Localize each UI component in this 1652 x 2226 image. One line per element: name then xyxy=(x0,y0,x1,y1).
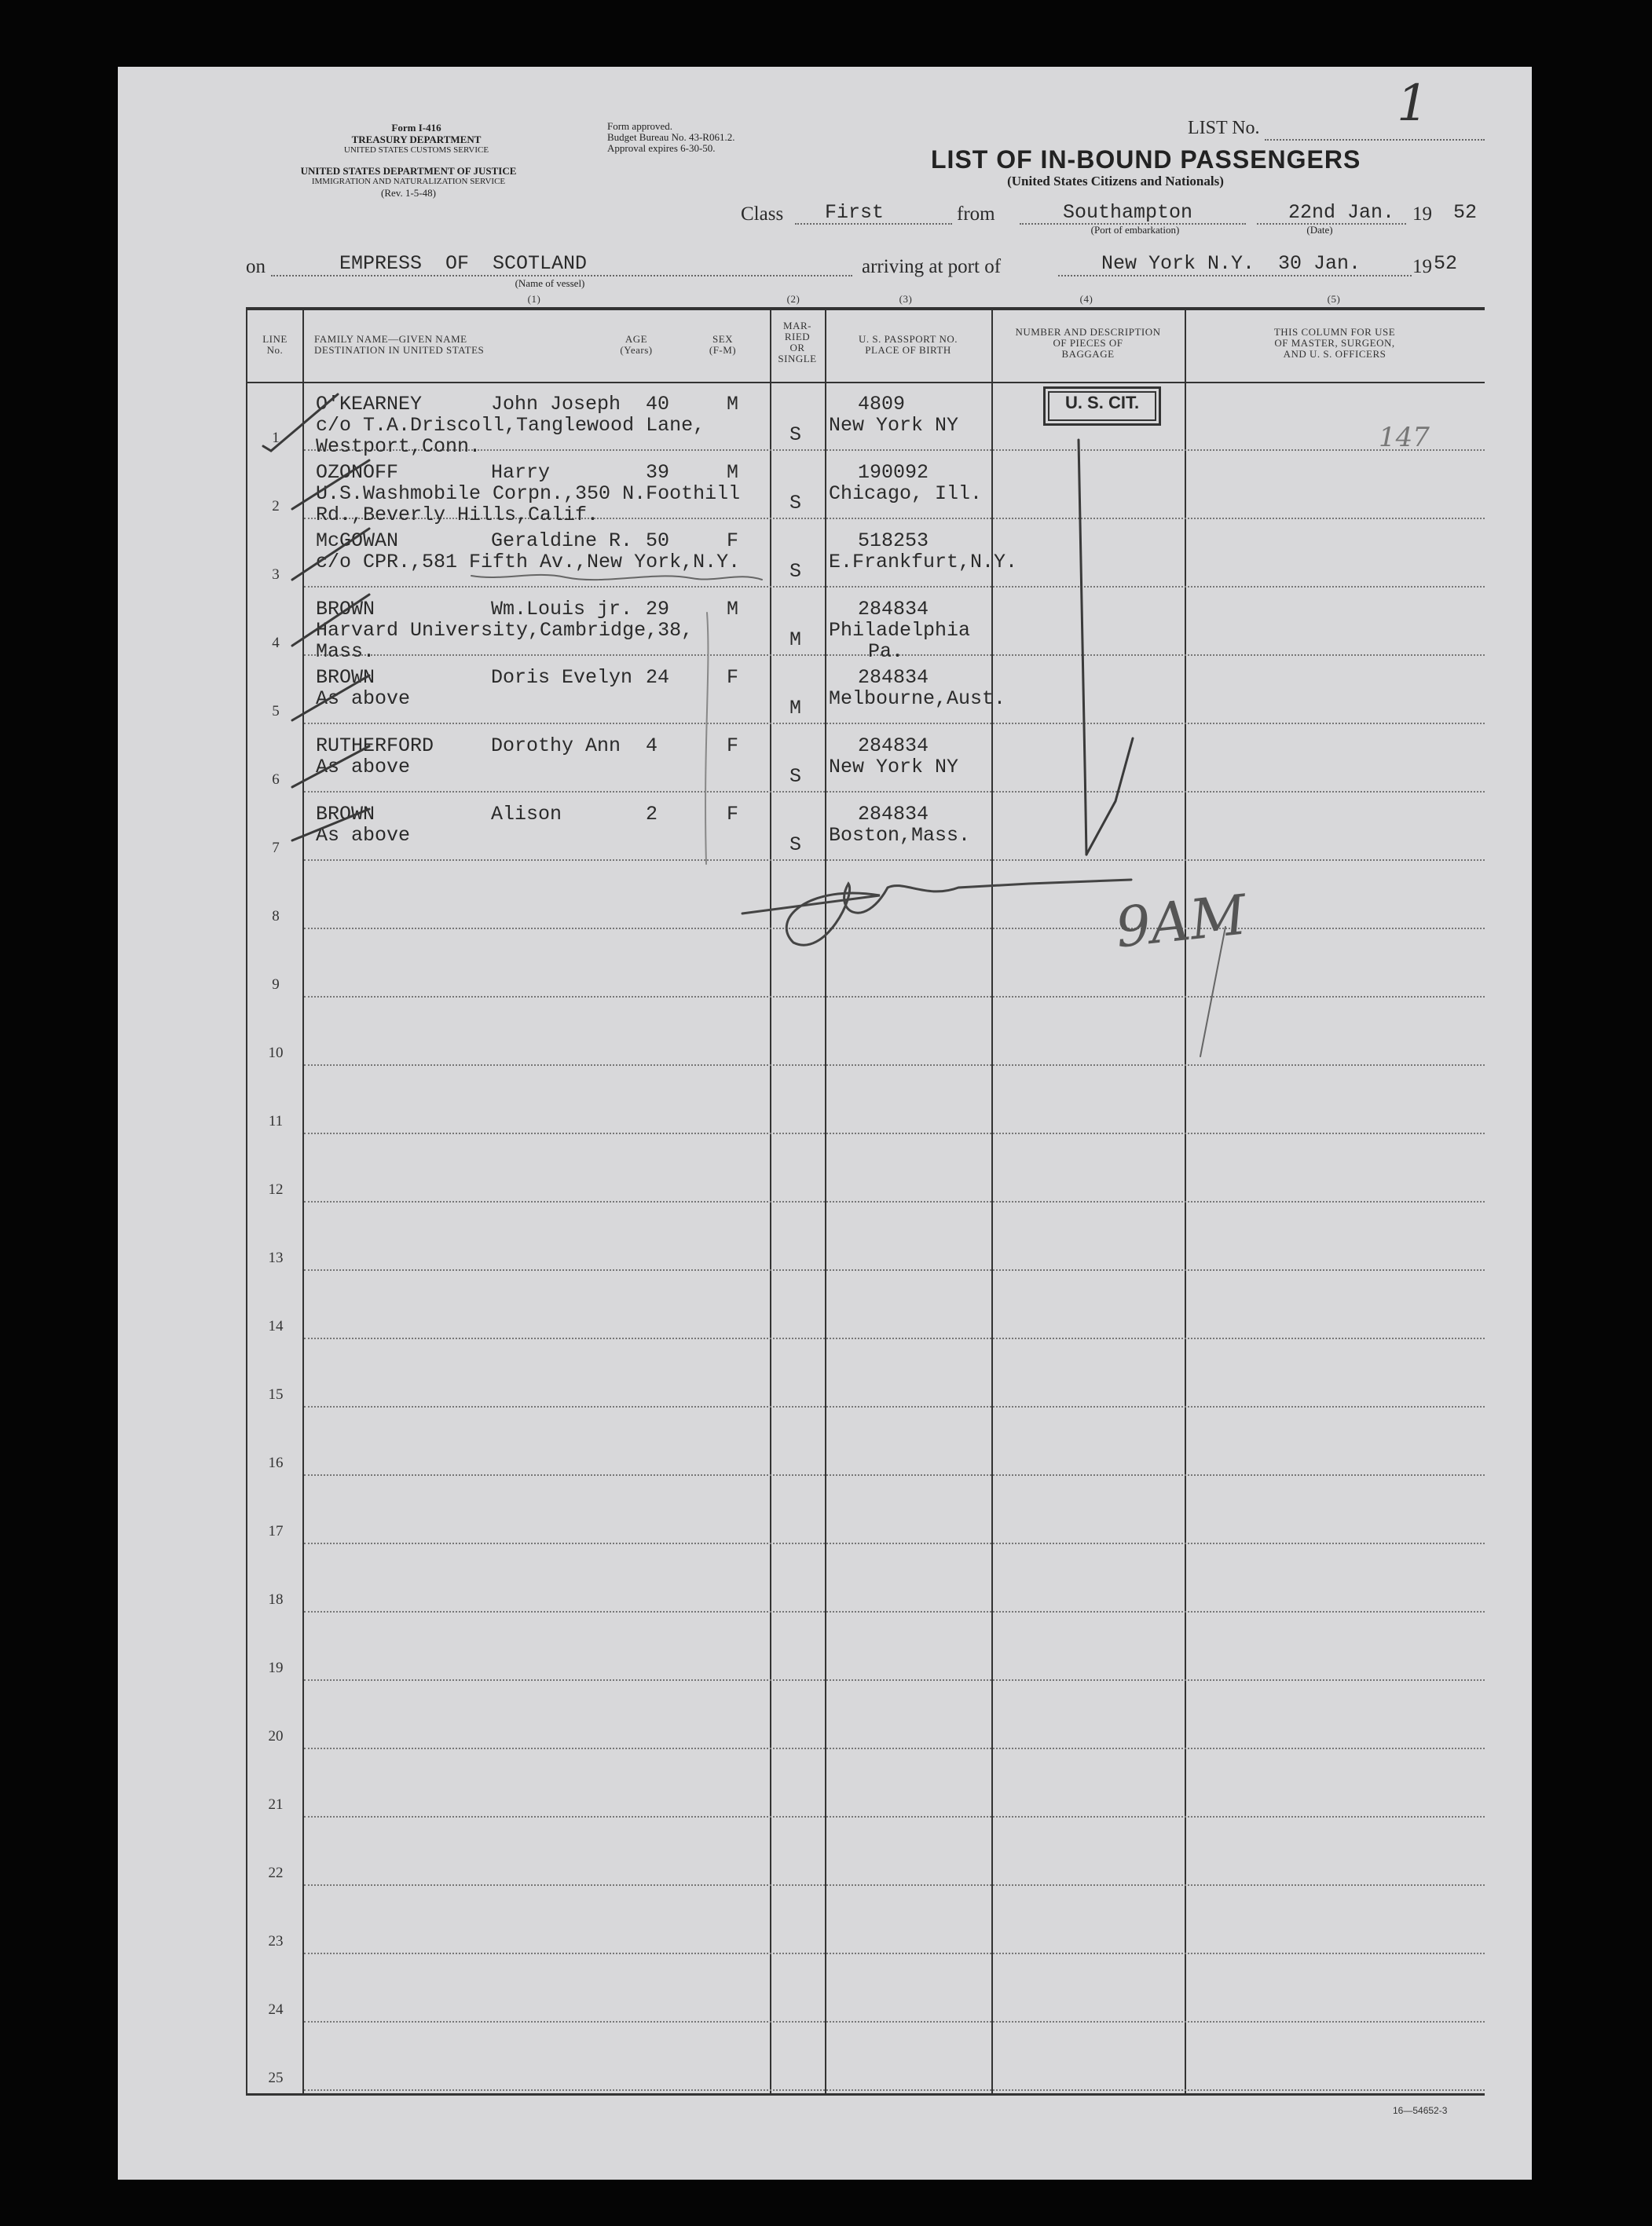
passenger-birthplace: New York NY xyxy=(829,756,959,778)
line-number: 7 xyxy=(272,840,280,856)
from-label: from xyxy=(957,203,995,225)
handwritten-address-scrawl xyxy=(471,575,762,580)
line-number: 24 xyxy=(268,2001,284,2018)
header-officers: THIS COLUMN FOR USE OF MASTER, SURGEON, AND U. S. OFFICERS xyxy=(1273,326,1396,360)
justice-department: UNITED STATES DEPARTMENT OF JUSTICE xyxy=(300,165,517,177)
line-number: 21 xyxy=(268,1796,284,1813)
line-number: 15 xyxy=(268,1386,284,1403)
checkmark-line-3 xyxy=(292,529,369,580)
approval-line-2: Budget Bureau No. 43-R061.2. xyxy=(607,131,735,143)
year-prefix: 19 xyxy=(1412,203,1432,225)
passenger-destination: c/o T.A.Driscoll,Tanglewood Lane, xyxy=(316,414,705,437)
revision-date: (Rev. 1-5-48) xyxy=(381,187,436,199)
arrival-year: 52 xyxy=(1434,252,1458,275)
passenger-sex: F xyxy=(727,529,739,552)
passenger-marital-status: M xyxy=(789,697,802,719)
class-value: First xyxy=(825,201,885,224)
passenger-age: 4 xyxy=(646,734,658,757)
passenger-age: 50 xyxy=(646,529,670,552)
passenger-surname: BROWN xyxy=(316,666,375,689)
passenger-destination: U.S.Washmobile Corpn.,350 N.Foothill xyxy=(316,482,741,505)
passenger-surname: BROWN xyxy=(316,598,375,621)
line-number: 6 xyxy=(272,771,280,788)
line-number: 5 xyxy=(272,703,280,719)
line-number: 23 xyxy=(268,1933,284,1950)
passenger-passport-no: 190092 xyxy=(858,461,929,484)
col-number-3: (3) xyxy=(899,293,913,305)
signature-scrawl xyxy=(742,880,1131,945)
col-number-4: (4) xyxy=(1079,293,1093,305)
line-number: 8 xyxy=(272,908,280,924)
passenger-sex: M xyxy=(727,393,739,416)
line-number: 4 xyxy=(272,635,280,651)
immigration-service: IMMIGRATION AND NATURALIZATION SERVICE xyxy=(311,177,506,186)
vessel-name: EMPRESS OF SCOTLAND xyxy=(339,252,588,275)
passenger-destination-cont: Rd.,Beverly Hills,Calif. xyxy=(316,503,599,526)
passenger-passport-no: 284834 xyxy=(858,734,929,757)
arriving-label: arriving at port of xyxy=(862,256,1002,277)
passenger-destination: c/o CPR.,581 Fifth Av.,New York,N.Y. xyxy=(316,551,741,573)
passenger-given-name: Doris Evelyn xyxy=(491,666,633,689)
passenger-sex: M xyxy=(727,461,739,484)
passenger-surname: McGOWAN xyxy=(316,529,399,552)
line-number: 1 xyxy=(272,430,280,446)
passenger-destination: Harvard University,Cambridge,38, xyxy=(316,619,694,642)
line-number: 3 xyxy=(272,566,280,583)
passenger-birthplace: E.Frankfurt,N.Y. xyxy=(829,551,1018,573)
passenger-marital-status: S xyxy=(789,833,802,856)
passenger-surname: RUTHERFORD xyxy=(316,734,434,757)
passenger-given-name: Dorothy Ann xyxy=(491,734,621,757)
baggage-arrow-line xyxy=(1079,440,1086,855)
passenger-destination-cont: Westport,Conn. xyxy=(316,435,482,458)
col-number-1: (1) xyxy=(527,293,541,305)
approval-line-3: Approval expires 6-30-50. xyxy=(607,142,716,154)
arrival-year-prefix: 19 xyxy=(1412,256,1432,277)
approval-line-1: Form approved. xyxy=(607,120,673,132)
passenger-passport-no: 4809 xyxy=(858,393,906,416)
passenger-passport-no: 284834 xyxy=(858,666,929,689)
passenger-sex: F xyxy=(727,734,739,757)
passenger-sex: F xyxy=(727,666,739,689)
page-subtitle: (United States Citizens and Nationals) xyxy=(1007,174,1224,189)
header-name: FAMILY NAME—GIVEN NAME DESTINATION IN UNITED STATES xyxy=(314,333,485,356)
vessel-caption: (Name of vessel) xyxy=(515,277,585,289)
handwritten-time-note: 9AM xyxy=(1112,882,1250,961)
passenger-birthplace: Boston,Mass. xyxy=(829,824,971,847)
on-label: on xyxy=(246,256,266,277)
header-married: MAR- RIED OR SINGLE xyxy=(778,320,817,364)
passenger-marital-status: M xyxy=(789,628,802,651)
passenger-given-name: Wm.Louis jr. xyxy=(491,598,633,621)
line-number: 11 xyxy=(268,1113,284,1129)
passenger-given-name: Alison xyxy=(491,803,562,826)
passenger-birthplace-cont: Pa. xyxy=(868,640,904,663)
passenger-destination-cont: Mass. xyxy=(316,640,375,663)
form-number: Form I-416 xyxy=(391,122,441,134)
class-label: Class xyxy=(741,203,784,225)
passenger-passport-no: 284834 xyxy=(858,803,929,826)
line-number: 2 xyxy=(272,498,280,514)
passenger-given-name: Harry xyxy=(491,461,551,484)
arrival-port-date: New York N.Y. 30 Jan. xyxy=(1101,252,1361,275)
line-number: 10 xyxy=(268,1045,284,1061)
line-number: 13 xyxy=(268,1250,284,1266)
footer-form-code: 16—54652-3 xyxy=(1393,2105,1448,2116)
passenger-destination: As above xyxy=(316,824,411,847)
passenger-marital-status: S xyxy=(789,492,802,514)
line-number: 9 xyxy=(272,976,280,993)
port-of-embarkation: Southampton xyxy=(1063,201,1193,224)
passenger-sex: M xyxy=(727,598,739,621)
passenger-age: 24 xyxy=(646,666,670,689)
checkmark-line-5 xyxy=(292,675,369,720)
passenger-given-name: John Joseph xyxy=(491,393,621,416)
treasury-department: TREASURY DEPARTMENT xyxy=(351,134,482,145)
line-number: 19 xyxy=(268,1660,284,1676)
passenger-passport-no: 518253 xyxy=(858,529,929,552)
baggage-arrow-head xyxy=(1086,738,1133,855)
vertical-pencil-line xyxy=(705,613,708,864)
line-number: 14 xyxy=(268,1318,284,1335)
passenger-age: 2 xyxy=(646,803,658,826)
passenger-given-name: Geraldine R. xyxy=(491,529,633,552)
page-title: LIST OF IN-BOUND PASSENGERS xyxy=(931,145,1361,174)
embarkation-year: 52 xyxy=(1453,201,1478,224)
header-age: AGE (Years) xyxy=(620,333,653,356)
header-line-no: LINE No. xyxy=(262,333,288,356)
header-passport: U. S. PASSPORT NO. PLACE OF BIRTH xyxy=(859,333,958,356)
list-number-label: LIST No. xyxy=(1188,118,1260,138)
checkmark-line-1 xyxy=(263,394,338,451)
line-number: 12 xyxy=(268,1181,284,1198)
passenger-surname: BROWN xyxy=(316,803,375,826)
customs-service: UNITED STATES CUSTOMS SERVICE xyxy=(343,145,489,155)
passenger-birthplace: Philadelphia xyxy=(829,619,971,642)
passenger-birthplace: Chicago, Ill. xyxy=(829,482,983,505)
line-number: 17 xyxy=(268,1523,284,1540)
passenger-age: 39 xyxy=(646,461,670,484)
passenger-birthplace: Melbourne,Aust. xyxy=(829,687,1006,710)
line-number: 20 xyxy=(268,1728,284,1745)
col-number-5: (5) xyxy=(1327,293,1341,305)
pencil-tail xyxy=(1200,927,1225,1056)
us-citizen-stamp-text: U. S. CIT. xyxy=(1064,393,1140,412)
header-baggage: NUMBER AND DESCRIPTION OF PIECES OF BAGGAGE xyxy=(1015,326,1161,360)
passenger-surname: OZONOFF xyxy=(316,461,399,484)
passenger-passport-no: 284834 xyxy=(858,598,929,621)
line-number: 22 xyxy=(268,1865,284,1881)
passenger-destination: As above xyxy=(316,687,411,710)
col-number-2: (2) xyxy=(786,293,800,305)
passenger-marital-status: S xyxy=(789,560,802,583)
passenger-destination: As above xyxy=(316,756,411,778)
checkmark-line-4 xyxy=(292,595,369,646)
passenger-sex: F xyxy=(727,803,739,826)
passenger-age: 40 xyxy=(646,393,670,416)
line-number: 25 xyxy=(268,2070,284,2086)
embarkation-date: 22nd Jan. xyxy=(1288,201,1395,224)
date-caption: (Date) xyxy=(1306,224,1333,236)
port-caption: (Port of embarkation) xyxy=(1090,224,1180,236)
checkmark-line-2 xyxy=(292,460,369,509)
line-number: 18 xyxy=(268,1591,284,1608)
line-number: 16 xyxy=(268,1455,284,1471)
passenger-surname: O'KEARNEY xyxy=(316,393,423,416)
checkmark-line-6 xyxy=(292,746,369,787)
header-sex: SEX (F-M) xyxy=(709,333,737,356)
handwritten-number: 147 xyxy=(1379,422,1430,453)
passenger-birthplace: New York NY xyxy=(829,414,959,437)
passenger-marital-status: S xyxy=(789,765,802,788)
passenger-age: 29 xyxy=(646,598,670,621)
passenger-marital-status: S xyxy=(789,423,802,446)
checkmark-line-7 xyxy=(292,809,369,840)
page-number-handwritten: 1 xyxy=(1397,75,1429,133)
